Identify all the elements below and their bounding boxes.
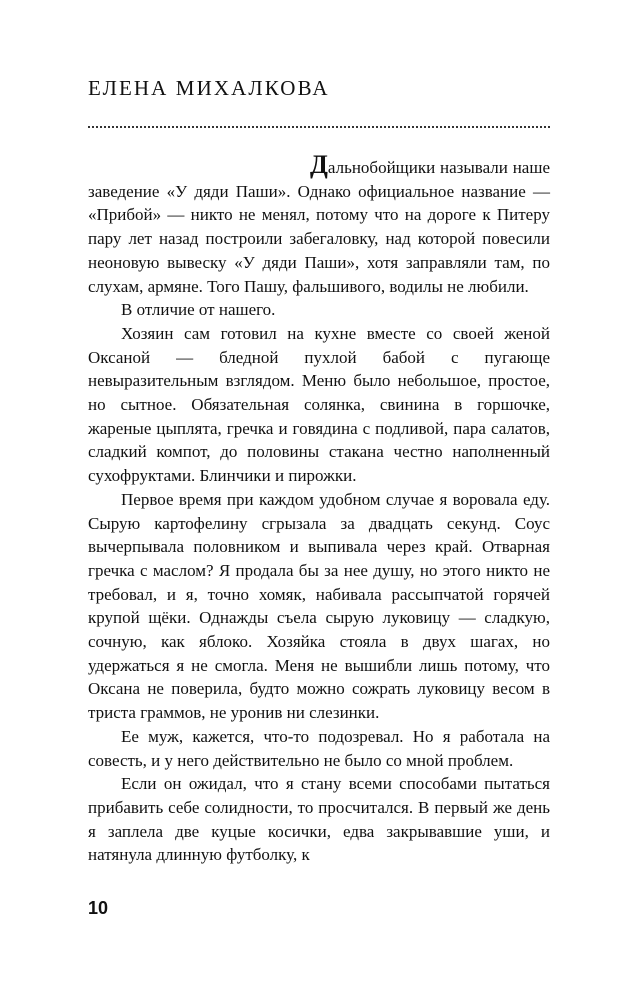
paragraph-2: В отличие от нашего. [121,300,276,320]
paragraph-3: Хозяин сам готовил на кухне вместе со своей женой Оксаной — бледной пухлой бабой с пугающе невыразительным взглядом. Меню было небольшое, простое, но сытное. Обязательная солянка, свинина в горшочке, жареные цыплята, гречка и говядина с подливой, пара салатов, сладкий компот, до половины стакана честно наполненный сухофруктами. Блинчики и пирожки. [88,323,550,486]
body-text [88,152,550,867]
header-dotted-divider [88,126,550,128]
running-header-author: ЕЛЕНА МИХАЛКОВА [88,76,330,100]
paragraph-6: Если он ожидал, что я стану всеми способами пытаться прибавить себе солидности, то просчитался. В первый же день я заплела две куцые косички, едва закрывавшие уши, и натянула длинную футболку, к [88,774,550,865]
paragraph-1 [88,152,550,298]
drop-cap: Д [310,150,328,179]
paragraph-1-text: альнобойщики называли наше заведение «У дяди Паши». Однако официальное название — «Прибой» — никто не менял, потому что на дороге к Питеру пару лет назад построили забегаловку, над которой повесили неоновую вывеску «У дяди Паши», хотя заправляли там, по слухам, армяне. Того Пашу, фальшивого, водилы не любили. [88,158,550,296]
paragraph-4: Первое время при каждом удобном случае я воровала еду. Сырую картофелину сгрызала за двадцать секунд. Соус вычерпывала половником и выпивала через край. Отварная гречка с маслом? Я продала бы за нее душу, но этого никто не требовал, и я, точно хомяк, набивала рассыпчатой горячей крупой щёки. Однажды съела сырую луковицу — сладкую, сочную, как яблоко. Хозяйка стояла в двух шагах, но удержаться я не смогла. Меня не вышибли лишь потому, что Оксана не поверила, будто можно сожрать луковицу весом в триста граммов, не уронив ни слезинки. [88,489,550,723]
paragraph-5: Ее муж, кажется, что-то подозревал. Но я работала на совесть, и у него действительно не было со мной проблем. [88,726,550,770]
page-number: 10 [88,898,109,918]
